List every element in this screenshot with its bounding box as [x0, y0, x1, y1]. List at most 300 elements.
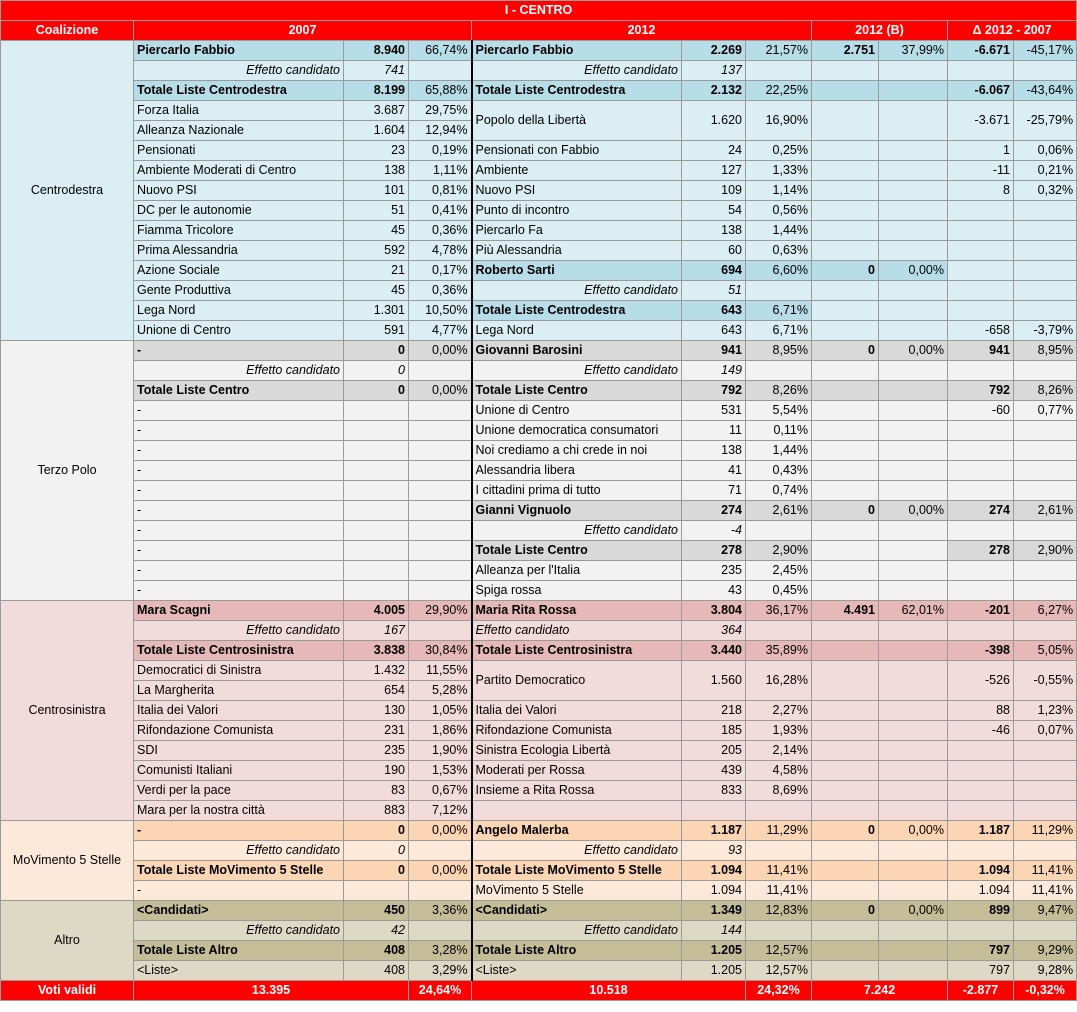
party-2012: Roberto Sarti — [472, 261, 682, 281]
pct-2012b — [879, 401, 948, 421]
delta-votes — [948, 461, 1014, 481]
party-2012: Partito Democratico — [472, 661, 682, 701]
delta-pct — [1014, 801, 1077, 821]
pct-2007 — [409, 461, 472, 481]
delta-votes — [948, 561, 1014, 581]
table-row — [1, 881, 1077, 901]
delta-votes: -3.671 — [948, 101, 1014, 141]
votes-2012b — [812, 361, 879, 381]
pct-2012 — [746, 801, 812, 821]
pct-2012b — [879, 461, 948, 481]
party-2012: Effetto candidato — [472, 921, 682, 941]
pct-2012: 36,17% — [746, 601, 812, 621]
votes-2012b — [812, 321, 879, 341]
pct-2012: 5,54% — [746, 401, 812, 421]
votes-2007: 83 — [344, 781, 409, 801]
party-2012: Totale Liste Altro — [472, 941, 682, 961]
party-2012: Rifondazione Comunista — [472, 721, 682, 741]
votes-2012: 1.187 — [682, 821, 746, 841]
coalition-label: Centrosinistra — [1, 601, 134, 821]
delta-pct: 11,41% — [1014, 861, 1077, 881]
pct-2012b — [879, 721, 948, 741]
pct-2007: 0,17% — [409, 261, 472, 281]
party-2007: Ambiente Moderati di Centro — [134, 161, 344, 181]
party-2012: <Candidati> — [472, 901, 682, 921]
delta-pct — [1014, 841, 1077, 861]
votes-2012b — [812, 661, 879, 701]
party-2007: Effetto candidato — [134, 841, 344, 861]
votes-2012b: 0 — [812, 341, 879, 361]
pct-2012: 1,33% — [746, 161, 812, 181]
table-row — [1, 201, 1077, 221]
table-row — [1, 561, 1077, 581]
pct-2007: 3,28% — [409, 941, 472, 961]
delta-votes — [948, 741, 1014, 761]
party-2012: Alleanza per l'Italia — [472, 561, 682, 581]
votes-2007: 3.838 — [344, 641, 409, 661]
table-row — [1, 761, 1077, 781]
party-2007: - — [134, 821, 344, 841]
party-2007: Rifondazione Comunista — [134, 721, 344, 741]
votes-2012b — [812, 241, 879, 261]
table-row — [1, 261, 1077, 281]
party-2007: DC per le autonomie — [134, 201, 344, 221]
pct-2007: 1,05% — [409, 701, 472, 721]
party-2007: Comunisti Italiani — [134, 761, 344, 781]
party-2012: Giovanni Barosini — [472, 341, 682, 361]
delta-votes: 278 — [948, 541, 1014, 561]
votes-2012: 51 — [682, 281, 746, 301]
votes-2012b — [812, 581, 879, 601]
pct-2007: 10,50% — [409, 301, 472, 321]
party-2007: - — [134, 521, 344, 541]
votes-2007: 235 — [344, 741, 409, 761]
party-2007: Totale Liste Centro — [134, 381, 344, 401]
party-2007: <Liste> — [134, 961, 344, 981]
delta-votes — [948, 201, 1014, 221]
delta-pct: 9,47% — [1014, 901, 1077, 921]
footer-pct-2012: 24,32% — [746, 981, 812, 1001]
pct-2007: 4,78% — [409, 241, 472, 261]
votes-2012: 2.132 — [682, 81, 746, 101]
pct-2012b: 0,00% — [879, 901, 948, 921]
footer-votes-2012b: 7.242 — [812, 981, 948, 1001]
pct-2012b: 0,00% — [879, 501, 948, 521]
delta-pct: 9,28% — [1014, 961, 1077, 981]
party-2012: Unione democratica consumatori — [472, 421, 682, 441]
header-2007: 2007 — [134, 21, 472, 41]
table-row — [1, 941, 1077, 961]
votes-2012b — [812, 961, 879, 981]
pct-2012 — [746, 281, 812, 301]
party-2007: - — [134, 401, 344, 421]
votes-2007 — [344, 521, 409, 541]
pct-2012b — [879, 541, 948, 561]
pct-2012b — [879, 301, 948, 321]
party-2007: - — [134, 421, 344, 441]
votes-2012: 643 — [682, 321, 746, 341]
delta-pct: 0,32% — [1014, 181, 1077, 201]
delta-pct: 6,27% — [1014, 601, 1077, 621]
party-2007: Forza Italia — [134, 101, 344, 121]
delta-votes: 1 — [948, 141, 1014, 161]
pct-2012b — [879, 701, 948, 721]
pct-2012: 2,90% — [746, 541, 812, 561]
pct-2007: 29,90% — [409, 601, 472, 621]
party-2012: Italia dei Valori — [472, 701, 682, 721]
party-2012: Insieme a Rita Rossa — [472, 781, 682, 801]
pct-2007: 0,00% — [409, 821, 472, 841]
pct-2012b — [879, 561, 948, 581]
pct-2007 — [409, 581, 472, 601]
delta-votes: -6.671 — [948, 41, 1014, 61]
votes-2007: 167 — [344, 621, 409, 641]
pct-2007 — [409, 501, 472, 521]
pct-2012: 0,43% — [746, 461, 812, 481]
pct-2012: 1,44% — [746, 441, 812, 461]
votes-2012: 941 — [682, 341, 746, 361]
delta-pct — [1014, 281, 1077, 301]
table-row — [1, 41, 1077, 61]
pct-2007 — [409, 401, 472, 421]
votes-2007: 1.301 — [344, 301, 409, 321]
table-row — [1, 401, 1077, 421]
delta-votes: 1.094 — [948, 861, 1014, 881]
pct-2012: 12,83% — [746, 901, 812, 921]
party-2012: Punto di incontro — [472, 201, 682, 221]
party-2012: Totale Liste MoVimento 5 Stelle — [472, 861, 682, 881]
votes-2007 — [344, 501, 409, 521]
party-2007: - — [134, 581, 344, 601]
pct-2012: 35,89% — [746, 641, 812, 661]
party-2007: Effetto candidato — [134, 61, 344, 81]
party-2012: Nuovo PSI — [472, 181, 682, 201]
table-row — [1, 821, 1077, 841]
votes-2007: 0 — [344, 861, 409, 881]
pct-2012 — [746, 361, 812, 381]
pct-2007 — [409, 481, 472, 501]
pct-2012: 2,14% — [746, 741, 812, 761]
votes-2007 — [344, 581, 409, 601]
pct-2012: 0,56% — [746, 201, 812, 221]
votes-2007: 0 — [344, 361, 409, 381]
delta-pct: 1,23% — [1014, 701, 1077, 721]
party-2012: Ambiente — [472, 161, 682, 181]
votes-2012: 643 — [682, 301, 746, 321]
party-2007: Totale Liste Centrosinistra — [134, 641, 344, 661]
table-row — [1, 741, 1077, 761]
footer-label: Voti validi — [1, 981, 134, 1001]
pct-2012b — [879, 101, 948, 141]
pct-2012b — [879, 181, 948, 201]
votes-2012: 3.440 — [682, 641, 746, 661]
pct-2012b — [879, 961, 948, 981]
delta-votes: 274 — [948, 501, 1014, 521]
delta-pct: 5,05% — [1014, 641, 1077, 661]
party-2012 — [472, 801, 682, 821]
votes-2012b — [812, 801, 879, 821]
pct-2012b — [879, 281, 948, 301]
pct-2007: 0,36% — [409, 281, 472, 301]
votes-2012b — [812, 701, 879, 721]
party-2012: Noi crediamo a chi crede in noi — [472, 441, 682, 461]
party-2007: Alleanza Nazionale — [134, 121, 344, 141]
delta-votes: 8 — [948, 181, 1014, 201]
delta-votes: -6.067 — [948, 81, 1014, 101]
pct-2012: 0,25% — [746, 141, 812, 161]
pct-2012b: 62,01% — [879, 601, 948, 621]
party-2012: Pensionati con Fabbio — [472, 141, 682, 161]
party-2012: Più Alessandria — [472, 241, 682, 261]
votes-2012: -4 — [682, 521, 746, 541]
delta-votes — [948, 801, 1014, 821]
title-row — [1, 1, 1077, 21]
pct-2007: 5,28% — [409, 681, 472, 701]
votes-2012b — [812, 141, 879, 161]
votes-2012: 149 — [682, 361, 746, 381]
table-row — [1, 281, 1077, 301]
table-row — [1, 241, 1077, 261]
votes-2012b — [812, 421, 879, 441]
party-2007: <Candidati> — [134, 901, 344, 921]
table-row — [1, 481, 1077, 501]
coalition-label: Terzo Polo — [1, 341, 134, 601]
pct-2007: 1,86% — [409, 721, 472, 741]
delta-votes: -398 — [948, 641, 1014, 661]
pct-2012: 6,71% — [746, 301, 812, 321]
party-2007: Azione Sociale — [134, 261, 344, 281]
votes-2007 — [344, 461, 409, 481]
votes-2007: 450 — [344, 901, 409, 921]
delta-votes: -201 — [948, 601, 1014, 621]
votes-2007: 408 — [344, 941, 409, 961]
pct-2012b — [879, 481, 948, 501]
votes-2007: 138 — [344, 161, 409, 181]
delta-pct — [1014, 741, 1077, 761]
votes-2012b — [812, 461, 879, 481]
pct-2012b — [879, 941, 948, 961]
table-row — [1, 781, 1077, 801]
delta-pct: 2,61% — [1014, 501, 1077, 521]
pct-2007: 0,00% — [409, 861, 472, 881]
votes-2012: 1.094 — [682, 861, 746, 881]
pct-2007 — [409, 61, 472, 81]
party-2007: Mara per la nostra città — [134, 801, 344, 821]
table-row — [1, 81, 1077, 101]
party-2012: Effetto candidato — [472, 281, 682, 301]
pct-2012b — [879, 421, 948, 441]
pct-2007: 1,90% — [409, 741, 472, 761]
pct-2007: 65,88% — [409, 81, 472, 101]
party-2007: Unione di Centro — [134, 321, 344, 341]
delta-votes: 1.094 — [948, 881, 1014, 901]
delta-pct — [1014, 781, 1077, 801]
delta-pct — [1014, 241, 1077, 261]
votes-2012: 185 — [682, 721, 746, 741]
party-2012: Spiga rossa — [472, 581, 682, 601]
delta-votes — [948, 241, 1014, 261]
party-2007: - — [134, 481, 344, 501]
pct-2012: 0,63% — [746, 241, 812, 261]
votes-2012b — [812, 201, 879, 221]
pct-2007: 3,29% — [409, 961, 472, 981]
delta-votes — [948, 621, 1014, 641]
votes-2007: 0 — [344, 381, 409, 401]
votes-2012: 218 — [682, 701, 746, 721]
votes-2012b — [812, 721, 879, 741]
delta-pct — [1014, 61, 1077, 81]
footer-votes-2012: 10.518 — [472, 981, 746, 1001]
party-2012: Sinistra Ecologia Libertà — [472, 741, 682, 761]
delta-pct: -3,79% — [1014, 321, 1077, 341]
pct-2012: 2,61% — [746, 501, 812, 521]
table-row — [1, 841, 1077, 861]
delta-votes — [948, 421, 1014, 441]
header-delta: Δ 2012 - 2007 — [948, 21, 1077, 41]
delta-pct — [1014, 621, 1077, 641]
party-2012: Totale Liste Centrosinistra — [472, 641, 682, 661]
party-2007: Piercarlo Fabbio — [134, 41, 344, 61]
delta-pct: -0,55% — [1014, 661, 1077, 701]
votes-2007: 592 — [344, 241, 409, 261]
delta-votes: 1.187 — [948, 821, 1014, 841]
delta-pct: 11,41% — [1014, 881, 1077, 901]
votes-2012: 1.560 — [682, 661, 746, 701]
table-row — [1, 961, 1077, 981]
votes-2007: 1.432 — [344, 661, 409, 681]
votes-2012b — [812, 381, 879, 401]
votes-2012b — [812, 761, 879, 781]
votes-2012: 274 — [682, 501, 746, 521]
party-2007: La Margherita — [134, 681, 344, 701]
table-row — [1, 721, 1077, 741]
votes-2007: 231 — [344, 721, 409, 741]
votes-2012: 531 — [682, 401, 746, 421]
votes-2007: 8.940 — [344, 41, 409, 61]
votes-2012 — [682, 801, 746, 821]
pct-2012b — [879, 661, 948, 701]
votes-2012: 144 — [682, 921, 746, 941]
party-2007: - — [134, 561, 344, 581]
votes-2007 — [344, 481, 409, 501]
party-2012: <Liste> — [472, 961, 682, 981]
delta-pct: 8,95% — [1014, 341, 1077, 361]
pct-2007: 30,84% — [409, 641, 472, 661]
pct-2007 — [409, 441, 472, 461]
table-row — [1, 61, 1077, 81]
pct-2007: 1,11% — [409, 161, 472, 181]
party-2012: Gianni Vignuolo — [472, 501, 682, 521]
delta-votes: 941 — [948, 341, 1014, 361]
pct-2012b: 0,00% — [879, 821, 948, 841]
pct-2012b — [879, 581, 948, 601]
pct-2012: 4,58% — [746, 761, 812, 781]
delta-pct: 0,07% — [1014, 721, 1077, 741]
pct-2012b — [879, 241, 948, 261]
delta-pct: 8,26% — [1014, 381, 1077, 401]
votes-2012: 60 — [682, 241, 746, 261]
delta-votes — [948, 361, 1014, 381]
delta-votes — [948, 841, 1014, 861]
pct-2012: 12,57% — [746, 941, 812, 961]
votes-2012b — [812, 741, 879, 761]
votes-2007: 51 — [344, 201, 409, 221]
delta-votes — [948, 61, 1014, 81]
delta-votes: -658 — [948, 321, 1014, 341]
table-row — [1, 361, 1077, 381]
table-row — [1, 801, 1077, 821]
delta-pct: -43,64% — [1014, 81, 1077, 101]
table-row — [1, 321, 1077, 341]
delta-votes — [948, 261, 1014, 281]
delta-votes — [948, 441, 1014, 461]
header-coalizione: Coalizione — [1, 21, 134, 41]
delta-pct — [1014, 221, 1077, 241]
votes-2012: 43 — [682, 581, 746, 601]
pct-2007 — [409, 561, 472, 581]
votes-2012: 11 — [682, 421, 746, 441]
party-2007: - — [134, 461, 344, 481]
delta-pct: 9,29% — [1014, 941, 1077, 961]
votes-2012: 278 — [682, 541, 746, 561]
party-2012: Effetto candidato — [472, 61, 682, 81]
table-row — [1, 181, 1077, 201]
votes-2012b — [812, 541, 879, 561]
votes-2007: 21 — [344, 261, 409, 281]
delta-pct — [1014, 481, 1077, 501]
pct-2012 — [746, 61, 812, 81]
delta-votes: 792 — [948, 381, 1014, 401]
pct-2012: 6,60% — [746, 261, 812, 281]
votes-2012b — [812, 781, 879, 801]
votes-2012b — [812, 161, 879, 181]
table-row — [1, 541, 1077, 561]
pct-2007: 0,00% — [409, 341, 472, 361]
party-2012: Piercarlo Fabbio — [472, 41, 682, 61]
votes-2012: 1.205 — [682, 961, 746, 981]
votes-2012: 41 — [682, 461, 746, 481]
header-2012: 2012 — [472, 21, 812, 41]
pct-2012: 2,45% — [746, 561, 812, 581]
pct-2007 — [409, 421, 472, 441]
pct-2012b — [879, 841, 948, 861]
party-2012: Effetto candidato — [472, 521, 682, 541]
sheet-title: I - CENTRO — [1, 1, 1077, 21]
votes-2012b — [812, 81, 879, 101]
votes-2007: 3.687 — [344, 101, 409, 121]
pct-2012: 11,41% — [746, 881, 812, 901]
pct-2012: 1,44% — [746, 221, 812, 241]
party-2012: Totale Liste Centrodestra — [472, 81, 682, 101]
pct-2012b — [879, 761, 948, 781]
delta-votes: 88 — [948, 701, 1014, 721]
delta-pct: 11,29% — [1014, 821, 1077, 841]
party-2012: Moderati per Rossa — [472, 761, 682, 781]
votes-2012b: 0 — [812, 261, 879, 281]
pct-2007 — [409, 361, 472, 381]
party-2012: Effetto candidato — [472, 361, 682, 381]
votes-2012b — [812, 101, 879, 141]
votes-2012b — [812, 61, 879, 81]
delta-pct — [1014, 581, 1077, 601]
party-2007: Totale Liste Centrodestra — [134, 81, 344, 101]
delta-pct — [1014, 261, 1077, 281]
votes-2012: 205 — [682, 741, 746, 761]
pct-2007: 4,77% — [409, 321, 472, 341]
pct-2007 — [409, 621, 472, 641]
pct-2012: 16,28% — [746, 661, 812, 701]
votes-2012: 3.804 — [682, 601, 746, 621]
